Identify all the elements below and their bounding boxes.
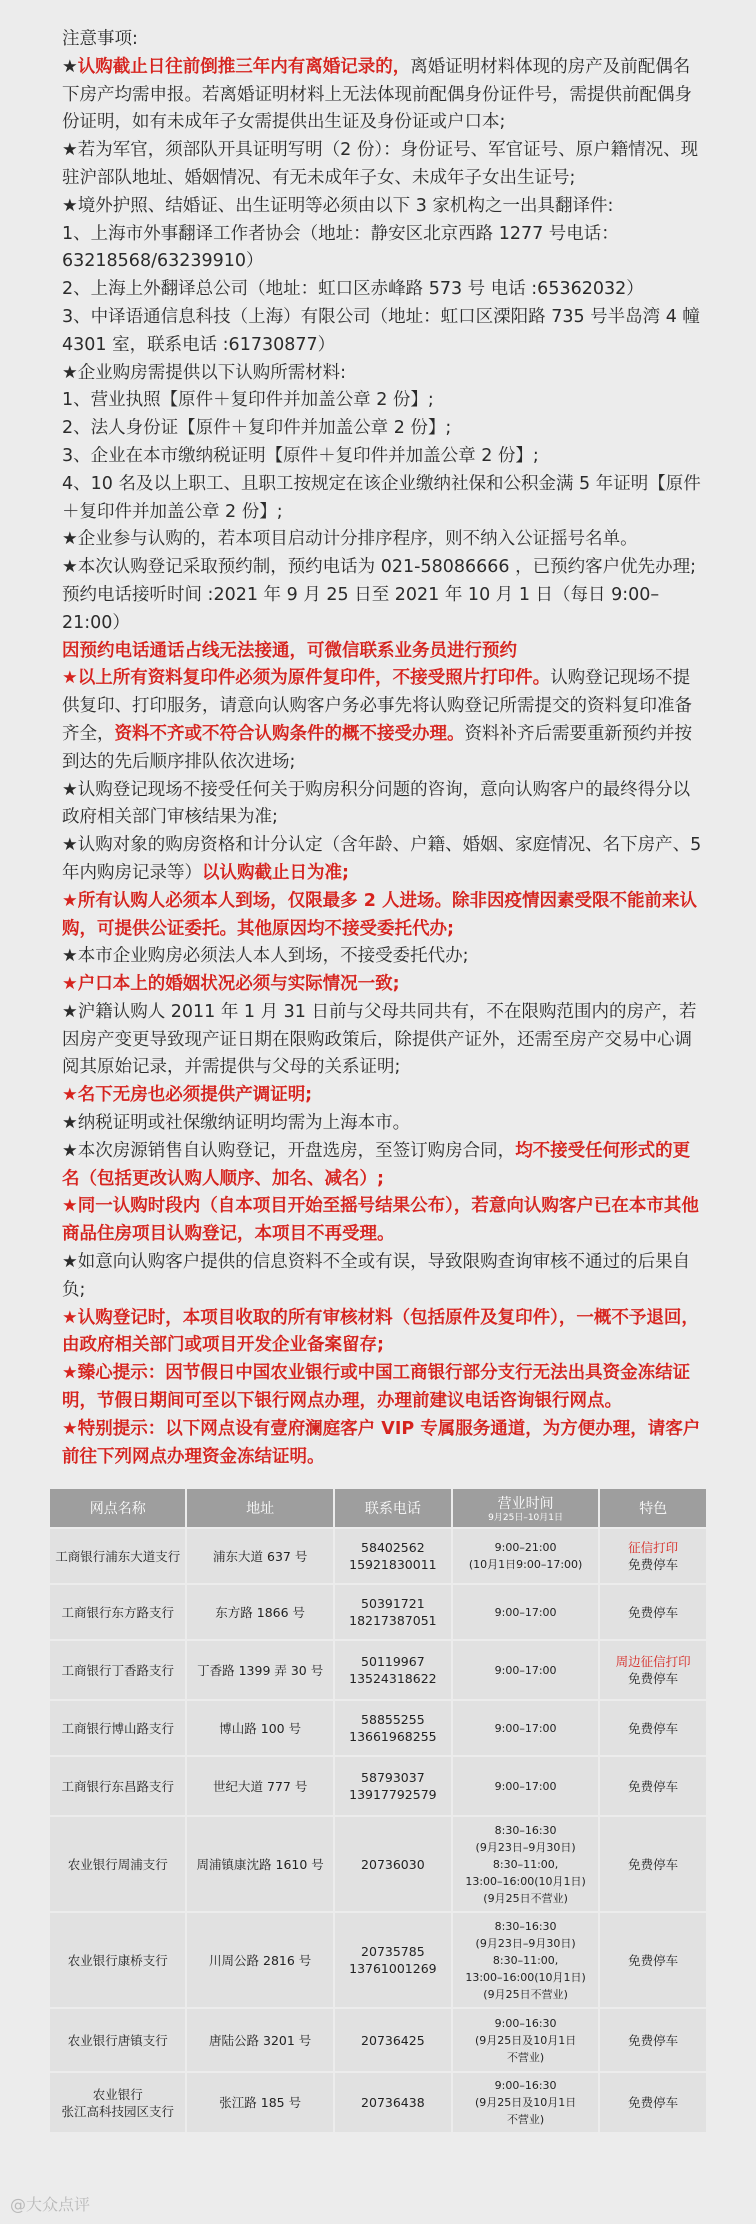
table-body	[49, 1528, 707, 2133]
address-cell: 世纪大道 777 号	[186, 1756, 333, 1816]
hours-cell: 8:30–16:30 (9月23日–9月30日) 8:30–11:00, 13:00–16:00(10月1日) (9月25日不营业)	[452, 1816, 600, 1912]
note-text-emphasis: ★认购登记时，本项目收取的所有审核材料（包括原件及复印件），一概不予退回，由政府相关部门或项目开发企业备案留存;	[62, 1307, 699, 1356]
phone-cell: 20736438	[334, 2072, 452, 2133]
note-text-emphasis: ★同一认购时段内（自本项目开始至摇号结果公布），若意向认购客户已在本市其他商品住房项目认购登记，本项目不再受理。	[62, 1196, 699, 1245]
note-text: 认购登记现场不提供复印、打印服务，请意向认购客户务必事先将认购登记所需提交的资料复印准备齐全，	[62, 668, 692, 744]
feature-cell	[599, 1912, 707, 2008]
note-text-emphasis: ★以上所有资料复印件必须为原件复印件，不接受照片打印件。	[62, 668, 551, 689]
note-text-emphasis: 均不接受任何形式的更名（包括更改认购人顺序、加名、减名）;	[62, 1140, 691, 1189]
address-cell: 张江路 185 号	[186, 2072, 333, 2133]
feature-cell	[599, 1528, 707, 1584]
note-item	[62, 360, 702, 388]
notes-title: 注意事项:	[62, 29, 138, 49]
header-hours-sub: 9月25日–10月1日	[488, 1512, 564, 1523]
note-item	[62, 1305, 702, 1361]
note-item	[62, 1360, 702, 1416]
outlet-name-cell: 农业银行唐镇支行	[49, 2008, 186, 2072]
note-item	[62, 1138, 702, 1194]
note-text-emphasis: 认购截止日往前倒推三年内有离婚记录的，	[77, 56, 411, 77]
note-item	[62, 221, 702, 277]
note-text: 离婚证明材料体现的房产及前配偶名下房产均需申报。若离婚证明材料上无法体现前配偶身份证件号，需提供前配偶身份证明，如有未成年子女需提供出生证及身份证或户口本;	[62, 56, 692, 133]
note-text-emphasis: ★臻心提示：因节假日中国农业银行或中国工商银行部分支行无法出具资金冻结证明，节假日期间可至以下银行网点办理，办理前建议电话咨询银行网点。	[62, 1363, 691, 1412]
note-text: 2、上海上外翻译总公司（地址：虹口区赤峰路 573 号 电话 :65362032）	[62, 279, 644, 300]
phone-cell: 20735785 13761001269	[334, 1912, 452, 2008]
address-cell: 丁香路 1399 弄 30 号	[186, 1640, 333, 1700]
outlet-name-cell: 工商银行东昌路支行	[49, 1756, 186, 1816]
feature-parking-label: 免费停车	[628, 2095, 679, 2110]
table-row	[49, 1816, 707, 1912]
address-cell: 博山路 100 号	[186, 1700, 333, 1756]
feature-parking-label: 免费停车	[628, 1778, 679, 1794]
feature-cell	[599, 1700, 707, 1756]
watermark: @大众点评	[10, 2195, 91, 2214]
table-row	[49, 2008, 707, 2072]
note-text: ★	[62, 56, 78, 77]
note-text: ★若为军官，须部队开具证明写明（2 份）：身份证号、军官证号、原户籍情况、现驻沪部队地址、婚姻情况、有无未成年子女、未成年子女出生证号;	[62, 140, 699, 188]
table-header-row	[49, 1488, 707, 1528]
phone-cell: 20736030	[334, 1816, 452, 1912]
address-cell: 周浦镇康沈路 1610 号	[186, 1816, 333, 1912]
hours-cell: 9:00–17:00	[452, 1640, 600, 1700]
note-text: ★认购对象的购房资格和计分认定（含年龄、户籍、婚姻、家庭情况、名下房产、5 年内购房记录等）	[62, 835, 702, 883]
feature-cell	[599, 2008, 707, 2072]
address-cell: 浦东大道 637 号	[186, 1528, 333, 1584]
phone-cell: 20736425	[334, 2008, 452, 2072]
header-phone: 联系电话	[334, 1488, 452, 1528]
hours-cell: 9:00–17:00	[452, 1700, 600, 1756]
note-item	[62, 276, 702, 304]
note-item	[62, 1110, 702, 1138]
note-item	[62, 888, 702, 944]
feature-cell	[599, 1640, 707, 1700]
address-cell: 东方路 1866 号	[186, 1584, 333, 1640]
hours-cell: 9:00–16:30 (9月25日及10月1日 不营业)	[452, 2072, 600, 2133]
feature-cell	[599, 1584, 707, 1640]
note-item	[62, 999, 702, 1082]
note-item	[62, 554, 702, 582]
phone-cell: 50119967 13524318622	[334, 1640, 452, 1700]
note-item	[62, 582, 702, 638]
address-cell: 唐陆公路 3201 号	[186, 2008, 333, 2072]
feature-parking-label: 免费停车	[628, 1952, 679, 1968]
note-text: 3、中译语通信息科技（上海）有限公司（地址：虹口区溧阳路 735 号半岛湾 4 幢 4301 室，联系电话 :61730877）	[62, 306, 700, 355]
feature-credit-label: 周边征信打印	[615, 1654, 691, 1669]
note-item	[62, 526, 702, 554]
feature-cell	[599, 1756, 707, 1816]
table-row	[49, 1640, 707, 1700]
note-text-emphasis: ★名下无房也必须提供产调证明;	[62, 1085, 313, 1106]
note-text-emphasis: ★所有认购人必须本人到场，仅限最多 2 人进场。除非因疫情因素受限不能前来认购，可提供公证委托。其他原因均不接受委托代办;	[62, 890, 698, 939]
outlet-name-cell: 工商银行博山路支行	[49, 1700, 186, 1756]
hours-cell: 9:00–17:00	[452, 1584, 600, 1640]
header-address: 地址	[186, 1488, 333, 1528]
note-item	[62, 54, 702, 137]
note-item	[62, 415, 702, 443]
outlet-name-cell: 农业银行周浦支行	[49, 1816, 186, 1912]
note-text: 1、营业执照【原件＋复印件并加盖公章 2 份】;	[62, 390, 434, 411]
phone-cell: 50391721 18217387051	[334, 1584, 452, 1640]
note-text-emphasis: ★特别提示：以下网点设有壹府澜庭客户 VIP 专属服务通道，为方便办理，请客户前往下列网点办理资金冻结证明。	[62, 1418, 701, 1467]
notes-list	[62, 54, 702, 1472]
note-item	[62, 1082, 702, 1110]
note-text: 4、10 名及以上职工、且职工按规定在该企业缴纳社保和公积金满 5 年证明【原件＋复印件并加盖公章 2 份】;	[62, 473, 701, 522]
note-text: ★企业参与认购的，若本项目启动计分排序程序，则不纳入公证摇号名单。	[62, 529, 638, 550]
table-row	[49, 2072, 707, 2133]
note-text: ★如意向认购客户提供的信息资料不全或有误，导致限购查询审核不通过的后果自负;	[62, 1252, 691, 1300]
feature-parking-label: 免费停车	[628, 1671, 679, 1686]
outlet-name-cell: 工商银行丁香路支行	[49, 1640, 186, 1700]
note-text: ★本次认购登记采取预约制，预约电话为 021-58086666 ，已预约客户优先办理;	[62, 557, 696, 578]
feature-cell	[599, 1816, 707, 1912]
note-item	[62, 1416, 702, 1472]
feature-parking-label: 免费停车	[628, 1856, 679, 1872]
note-text-emphasis: 资料不齐或不符合认购条件的概不接受办理。	[114, 723, 465, 744]
note-item	[62, 193, 702, 221]
hours-cell: 9:00–16:30 (9月25日及10月1日 不营业)	[452, 2008, 600, 2072]
note-item	[62, 304, 702, 360]
note-text: ★认购登记现场不接受任何关于购房积分问题的咨询，意向认购客户的最终得分以政府相关部门审核结果为准;	[62, 779, 691, 828]
note-item	[62, 387, 702, 415]
note-item	[62, 638, 702, 666]
outlet-name-cell: 农业银行 张江高科技园区支行	[49, 2072, 186, 2133]
address-cell: 川周公路 2816 号	[186, 1912, 333, 2008]
header-hours-label: 营业时间	[497, 1495, 554, 1512]
table-row	[49, 1528, 707, 1584]
note-item	[62, 443, 702, 471]
hours-cell: 9:00–17:00	[452, 1756, 600, 1816]
note-text: ★沪籍认购人 2011 年 1 月 31 日前与父母共同共有，不在限购范围内的房产，若因房产变更导致现产证日期在限购政策后，除提供产证外，还需至房产交易中心调阅其原始记录，并需提供与父母的关系证明;	[62, 1001, 697, 1078]
phone-cell: 58855255 13661968255	[334, 1700, 452, 1756]
note-text: ★纳税证明或社保缴纳证明均需为上海本市。	[62, 1113, 411, 1134]
note-text: ★本次房源销售自认购登记，开盘选房，至签订购房合同，	[62, 1140, 516, 1161]
header-feature: 特色	[599, 1488, 707, 1528]
table-row	[49, 1584, 707, 1640]
feature-parking-label: 免费停车	[628, 1604, 679, 1620]
note-item	[62, 471, 702, 527]
note-item	[62, 943, 702, 971]
note-text: ★本市企业购房必须法人本人到场，不接受委托代办;	[62, 946, 469, 967]
note-text-emphasis: 因预约电话通话占线无法接通，可微信联系业务员进行预约	[62, 640, 517, 661]
table-row	[49, 1912, 707, 2008]
note-text: 3、企业在本市缴纳税证明【原件＋复印件并加盖公章 2 份】;	[62, 445, 539, 466]
note-text: 2、法人身份证【原件＋复印件并加盖公章 2 份】;	[62, 418, 452, 439]
note-item	[62, 971, 702, 999]
hours-cell: 8:30–16:30 (9月23日–9月30日) 8:30–11:00, 13:00–16:00(10月1日) (9月25日不营业)	[452, 1912, 600, 2008]
outlet-name-cell: 农业银行康桥支行	[49, 1912, 186, 2008]
notes-section	[62, 26, 702, 1471]
note-item	[62, 1249, 702, 1305]
note-text: ★企业购房需提供以下认购所需材料:	[62, 362, 347, 383]
note-item	[62, 1193, 702, 1249]
note-text-emphasis: 以认购截止日为准;	[202, 862, 349, 883]
feature-cell	[599, 2072, 707, 2133]
note-item	[62, 832, 702, 888]
note-item	[62, 137, 702, 193]
hours-cell: 9:00–21:00 (10月1日9:00–17:00)	[452, 1528, 600, 1584]
bank-outlet-table	[48, 1487, 708, 2134]
outlet-name-cell: 工商银行浦东大道支行	[49, 1528, 186, 1584]
table-row	[49, 1756, 707, 1816]
table-row	[49, 1700, 707, 1756]
outlet-name-cell: 工商银行东方路支行	[49, 1584, 186, 1640]
phone-cell: 58402562 15921830011	[334, 1528, 452, 1584]
note-text-emphasis: ★户口本上的婚姻状况必须与实际情况一致;	[62, 974, 400, 995]
note-text: 资料补齐后需要重新预约并按到达的先后顺序排队依次进场;	[62, 723, 692, 772]
note-item	[62, 777, 702, 833]
header-hours	[452, 1488, 600, 1528]
note-item	[62, 665, 702, 776]
note-text: 1、上海市外事翻译工作者协会（地址：静安区北京西路 1277 号电话：63218568/63239910）	[62, 223, 619, 272]
feature-parking-label: 免费停车	[628, 1557, 679, 1572]
header-outlet-name: 网点名称	[49, 1488, 186, 1528]
feature-parking-label: 免费停车	[628, 1720, 679, 1736]
note-text: 预约电话接听时间 :2021 年 9 月 25 日至 2021 年 10 月 1 日（每日 9:00–21:00）	[62, 584, 660, 633]
feature-credit-label: 征信打印	[628, 1540, 679, 1555]
phone-cell: 58793037 13917792579	[334, 1756, 452, 1816]
note-text: ★境外护照、结婚证、出生证明等必须由以下 3 家机构之一出具翻译件:	[62, 195, 614, 216]
feature-parking-label: 免费停车	[628, 2032, 679, 2048]
